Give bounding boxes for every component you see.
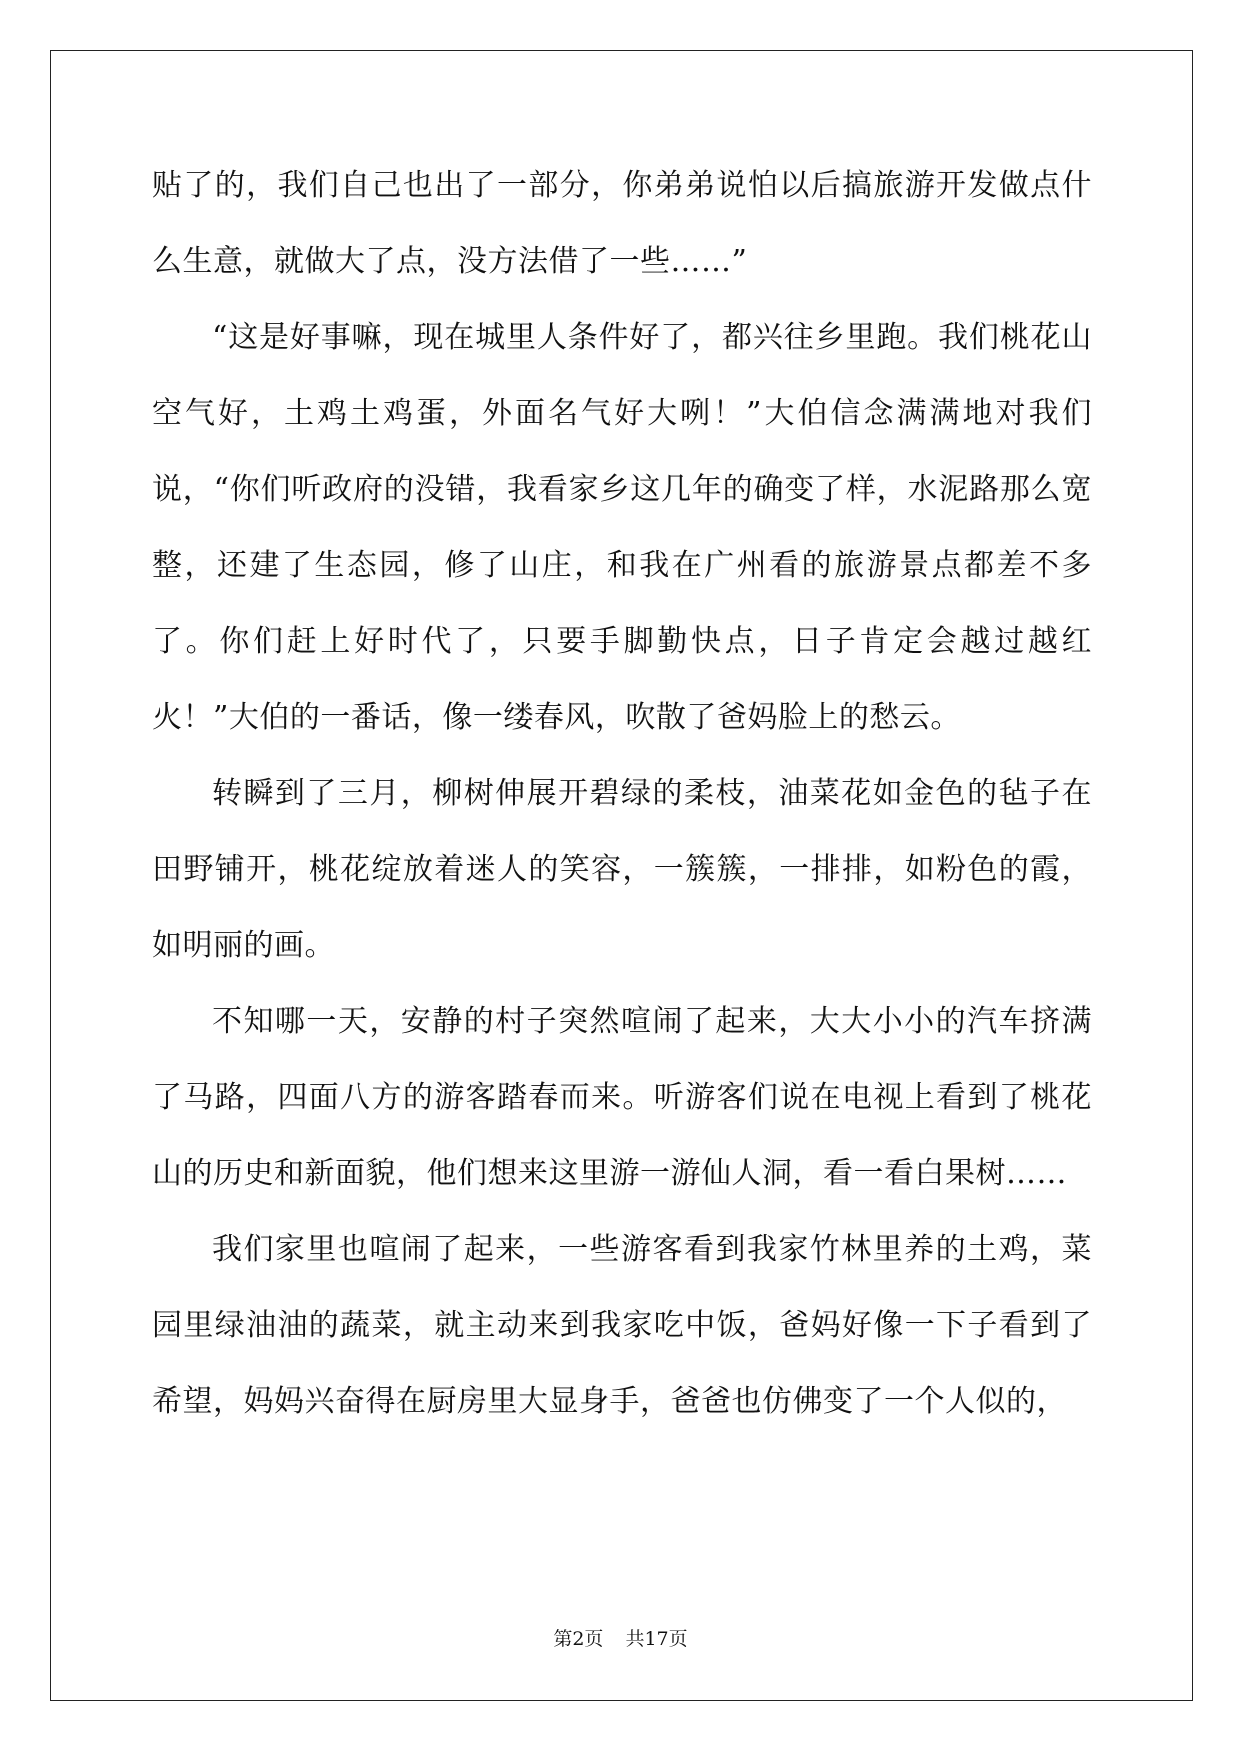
document-body: [152, 148, 1092, 1440]
paragraph-5: 我们家里也喧闹了起来，一些游客看到我家竹林里养的土鸡，菜园里绿油油的蔬菜，就主动来到我家吃中饭，爸妈好像一下子看到了希望，妈妈兴奋得在厨房里大显身手，爸爸也仿佛变了一个人似的，: [152, 1232, 1092, 1419]
paragraph-4: 不知哪一天，安静的村子突然喧闹了起来，大大小小的汽车挤满了马路，四面八方的游客踏春而来。听游客们说在电视上看到了桃花山的历史和新面貌，他们想来这里游一游仙人洞，看一看白果树……: [152, 1004, 1092, 1191]
paragraph-1: 贴了的，我们自己也出了一部分，你弟弟说怕以后搞旅游开发做点什么生意，就做大了点，没方法借了一些……”: [152, 168, 1092, 279]
page-number: 第2页: [553, 1628, 604, 1650]
paragraph-3: 转瞬到了三月，柳树伸展开碧绿的柔枝，油菜花如金色的毡子在田野铺开，桃花绽放着迷人的笑容，一簇簇，一排排，如粉色的霞，如明丽的画。: [152, 776, 1092, 963]
paragraph-2: “这是好事嘛，现在城里人条件好了，都兴往乡里跑。我们桃花山空气好，土鸡土鸡蛋，外面名气好大咧！”大伯信念满满地对我们说，“你们听政府的没错，我看家乡这几年的确变了样，水泥路那么宽整，还建了生态园，修了山庄，和我在广州看的旅游景点都差不多了。你们赶上好时代了，只要手脚勤快点，日子肯定会越过越红火！”大伯的一番话，像一缕春风，吹散了爸妈脸上的愁云。: [152, 320, 1092, 735]
page-footer: [0, 1624, 1241, 1651]
page-total: 共17页: [625, 1628, 688, 1650]
